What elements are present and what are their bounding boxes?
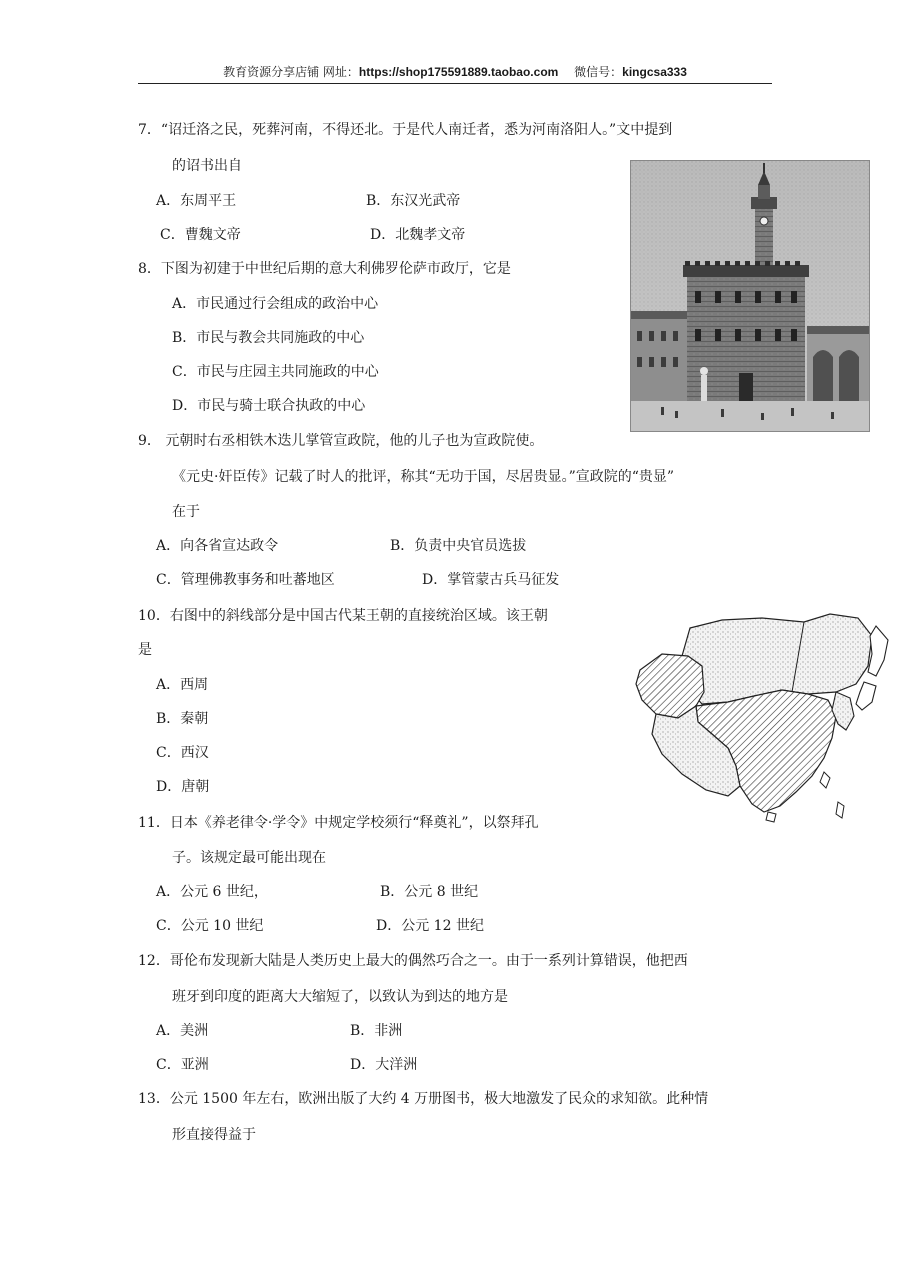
q11-stem-line1: 11．日本《养老律令·学令》中规定学校须行“释奠礼”，以祭拜孔 (138, 815, 539, 831)
page-header (138, 64, 772, 80)
q9-stem-line3: 在于 (172, 504, 200, 520)
q12-option-a: A．美洲 (156, 1023, 209, 1039)
q10-stem-line2: 是 (138, 642, 152, 658)
header-prefix: 教育资源分享店铺 网址： (223, 65, 359, 79)
dynasty-territory-map (632, 606, 900, 832)
florence-town-hall-photo (630, 160, 870, 432)
q10-option-c: C．西汉 (156, 745, 209, 761)
q9-option-d: D．掌管蒙古兵马征发 (422, 572, 560, 588)
header-url: https://shop175591889.taobao.com (358, 65, 559, 79)
q8-option-a: A．市民通过行会组成的政治中心 (172, 296, 379, 312)
q7-stem-line1: 7．“诏迁洛之民，死葬河南，不得还北。于是代人南迁者，悉为河南洛阳人。”文中提到 (138, 122, 673, 138)
q12-stem-line2: 班牙到印度的距离大大缩短了，以致认为到达的地方是 (172, 989, 508, 1005)
q9-option-c: C．管理佛教事务和吐蕃地区 (156, 572, 335, 588)
q7-option-a: A．东周平王 (156, 193, 237, 209)
q8-stem: 8．下图为初建于中世纪后期的意大利佛罗伦萨市政厅，它是 (138, 261, 511, 277)
q12-option-c: C．亚洲 (156, 1057, 209, 1073)
q11-option-b: B．公元 8 世纪 (380, 884, 479, 900)
q10-option-b: B．秦朝 (156, 711, 209, 727)
q13-stem-line1: 13．公元 1500 年左右，欧洲出版了大约 4 万册图书，极大地激发了民众的求知欲。此种情 (138, 1091, 709, 1107)
header-wechat-label: 微信号： (574, 65, 623, 79)
q10-option-d: D．唐朝 (156, 779, 210, 795)
q11-stem-line2: 子。该规定最可能出现在 (172, 850, 326, 866)
q12-option-b: B．非洲 (350, 1023, 403, 1039)
q11-option-d: D．公元 12 世纪 (376, 918, 484, 934)
q9-option-b: B．负责中央官员选拔 (390, 538, 527, 554)
q9-stem-line1: 9． 元朝时右丞相铁木迭儿掌管宣政院，他的儿子也为宣政院使。 (138, 433, 544, 449)
q8-option-b: B．市民与教会共同施政的中心 (172, 330, 365, 346)
q10-option-a: A．西周 (156, 677, 209, 693)
q7-stem-line2: 的诏书出自 (172, 158, 242, 174)
q7-option-d: D．北魏孝文帝 (370, 227, 466, 243)
q10-stem-line1: 10．右图中的斜线部分是中国古代某王朝的直接统治区域。该王朝 (138, 608, 548, 624)
q11-option-a: A．公元 6 世纪， (156, 884, 268, 900)
q12-stem-line1: 12．哥伦布发现新大陆是人类历史上最大的偶然巧合之一。由于一系列计算错误，他把西 (138, 953, 688, 969)
q8-option-d: D．市民与骑士联合执政的中心 (172, 398, 366, 414)
q7-option-c: C．曹魏文帝 (160, 227, 241, 243)
header-divider (138, 83, 772, 84)
q9-stem-line2: 《元史·奸臣传》记载了时人的批评，称其“无功于国，尽居贵显。”宣政院的“贵显” (172, 469, 675, 485)
q11-option-c: C．公元 10 世纪 (156, 918, 264, 934)
q12-option-d: D．大洋洲 (350, 1057, 418, 1073)
q13-stem-line2: 形直接得益于 (172, 1127, 256, 1143)
header-wechat-id: kingcsa333 (622, 65, 687, 79)
q9-option-a: A．向各省宣达政令 (156, 538, 279, 554)
q8-option-c: C．市民与庄园主共同施政的中心 (172, 364, 379, 380)
q7-option-b: B．东汉光武帝 (366, 193, 461, 209)
